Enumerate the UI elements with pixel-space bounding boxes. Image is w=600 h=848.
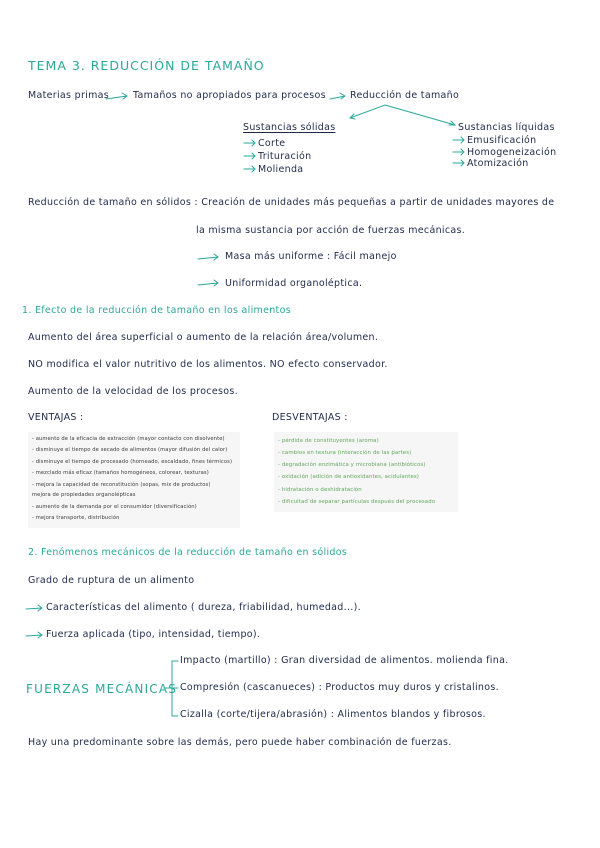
ventajas-item: - mejora la capacidad de reconstitución (sopas, mix de productos)	[32, 482, 211, 488]
flow-tamanos: Tamaños no apropiados para procesos	[133, 90, 326, 101]
ventajas-heading: VENTAJAS :	[28, 412, 84, 423]
flow-reduccion: Reducción de tamaño	[350, 90, 460, 101]
arrow-icon	[453, 137, 464, 143]
solidos-heading: Sustancias sólidas	[243, 122, 336, 133]
fuerzas-conclusion: Hay una predominante sobre las demás, pero puede haber combinación de fuerzas.	[28, 737, 452, 748]
liquidas-heading: Sustancias líquidas	[458, 122, 555, 133]
fuerzas-impacto: Impacto (martillo) : Gran diversidad de alimentos. molienda fina.	[180, 655, 509, 666]
desventajas-item: - dificultad de separar partículas después del procesado	[278, 499, 436, 505]
bracket-icon	[164, 661, 178, 716]
arrow-icon	[330, 93, 345, 99]
section1-p1: Aumento del área superficial o aumento de la relación área/volumen.	[28, 332, 379, 343]
fuerzas-cizalla: Cizalla (corte/tijera/abrasión) : Alimentos blandos y fibrosos.	[180, 709, 486, 720]
desventajas-item: - pérdida de constituyentes (aroma)	[278, 438, 379, 444]
definition-uniformidad: Uniformidad organoléptica.	[225, 278, 363, 289]
fuerzas-compresion: Compresión (cascanueces) : Productos muy duros y cristalinos.	[180, 682, 499, 693]
ventajas-item: - disminuye el tiempo de procesado (horneado, escaldado, fines térmicos)	[32, 459, 233, 465]
definition-line2: la misma sustancia por acción de fuerzas mecánicas.	[196, 225, 466, 236]
liquidas-item: Homogeneización	[467, 147, 557, 158]
arrow-icon	[244, 166, 255, 172]
flow-materias: Materias primas	[28, 90, 110, 101]
arrow-icon	[198, 280, 218, 286]
arrow-icon	[244, 153, 255, 159]
arrow-icon	[244, 140, 255, 146]
arrow-icon	[106, 93, 127, 99]
arrow-icon	[26, 605, 42, 611]
ventajas-item: - mezclado más eficaz (tamaños homogéneos, colorear, texturas)	[32, 470, 209, 476]
section1-title: 1. Efecto de la reducción de tamaño en los alimentos	[22, 305, 291, 316]
ventajas-item: - mejora transporte, distribución	[32, 515, 120, 521]
arrow-icon	[385, 105, 455, 125]
page-title: TEMA 3. REDUCCIÓN DE TAMAÑO	[28, 58, 265, 73]
arrow-icon	[350, 105, 385, 119]
arrow-icon	[198, 254, 218, 260]
ventajas-item: - aumento de la demanda por el consumidor (diversificación)	[32, 504, 197, 510]
desventajas-item: - degradación enzimática y microbiana (antibióticos)	[278, 462, 426, 468]
section2-fuerza: Fuerza aplicada (tipo, intensidad, tiempo).	[46, 629, 261, 640]
liquidas-item: Emusificación	[467, 135, 537, 146]
section2-caracteristicas: Características del alimento ( dureza, friabilidad, humedad...).	[46, 602, 361, 613]
section2-grado: Grado de ruptura de un alimento	[28, 575, 195, 586]
section2-title: 2. Fenómenos mecánicos de la reducción de tamaño en sólidos	[28, 547, 348, 558]
desventajas-item: - hidratación o deshidratación	[278, 487, 362, 493]
desventajas-item: - cambios en textura (interacción de las partes)	[278, 450, 412, 456]
desventajas-heading: DESVENTAJAS :	[272, 412, 348, 423]
ventajas-item: - disminuye el tiempo de secado de alimentos (mayor difusión del calor)	[32, 447, 228, 453]
liquidas-item: Atomización	[467, 158, 529, 169]
section1-p3: Aumento de la velocidad de los procesos.	[28, 386, 238, 397]
arrow-icon	[26, 632, 42, 638]
section1-p2: NO modifica el valor nutritivo de los alimentos. NO efecto conservador.	[28, 359, 388, 370]
definition-masa: Masa más uniforme : Fácil manejo	[225, 251, 397, 262]
ventajas-item: mejora de propiedades organolépticas	[32, 492, 136, 498]
solidos-item: Trituración	[258, 151, 312, 162]
definition-line1: Reducción de tamaño en sólidos : Creación de unidades más pequeñas a partir de unidades mayores de	[28, 197, 555, 208]
fuerzas-label: FUERZAS MECÁNICAS	[26, 682, 178, 696]
solidos-item: Corte	[258, 138, 286, 149]
solidos-item: Molienda	[258, 164, 304, 175]
ventajas-item: - aumento de la eficacia de extracción (mayor contacto con disolvente)	[32, 436, 225, 442]
desventajas-item: - oxidación (adición de antioxidantes, acidulantes)	[278, 474, 419, 480]
arrow-icon	[453, 160, 464, 166]
arrow-icon	[453, 149, 464, 155]
